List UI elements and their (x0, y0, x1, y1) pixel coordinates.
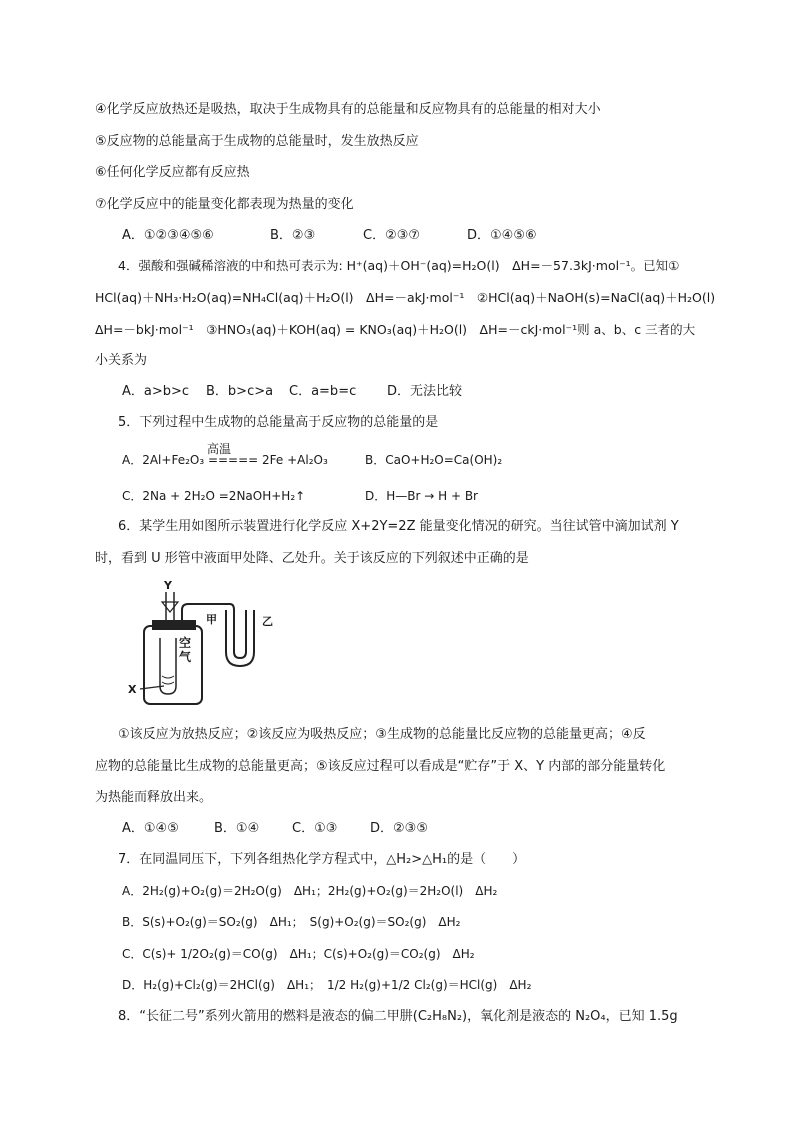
statement-5: ⑤反应物的总能量高于生成物的总能量时，发生放热反应 (95, 134, 419, 149)
q3-option-d: D．①④⑤⑥ (467, 228, 537, 243)
figure-label-x: X (128, 683, 137, 696)
q4-stem-line4: 小关系为 (95, 353, 148, 368)
q3-option-b: B．②③ (270, 228, 316, 243)
q6-option-b: B．①④ (214, 821, 260, 836)
q6-stem-line1: 6．某学生用如图所示装置进行化学反应 X+2Y=2Z 能量变化情况的研究。当往试管中滴加试剂 Y (118, 519, 679, 534)
q8-stem-line1: 8．“长征二号”系列火箭用的燃料是液态的偏二甲肼(C₂H₈N₂)，氧化剂是液态的 N₂O₄，已知 1.5g (118, 1009, 678, 1024)
q3-option-a: A．①②③④⑤⑥ (122, 228, 214, 243)
statement-6: ⑥任何化学反应都有反应热 (95, 165, 250, 180)
q4-option-c: C．a=b=c (289, 384, 357, 399)
figure-label-yi: 乙 (262, 615, 273, 628)
q4-stem-line3: ΔH=－bkJ·mol⁻¹ ③HNO₃(aq)＋KOH(aq) = KNO₃(aq)＋H₂O(l) ΔH=－ckJ·mol⁻¹则 a、b、c 三者的大 (95, 322, 696, 337)
q4-option-a: A．a>b>c (122, 384, 190, 399)
q7-option-b: B．S(s)+O₂(g)＝SO₂(g) ΔH₁； S(g)+O₂(g)＝SO₂(g) ΔH₂ (122, 915, 461, 929)
q6-stem-line2: 时，看到 U 形管中液面甲处降、乙处升。关于该反应的下列叙述中正确的是 (95, 551, 529, 566)
q5-option-a: A．2Al+Fe₂O₃ ===== 2Fe +Al₂O₃ (122, 453, 328, 467)
apparatus-figure (122, 579, 282, 712)
q4-option-d: D．无法比较 (387, 384, 463, 399)
q6-statements-line1: ①该反应为放热反应；②该反应为吸热反应；③生成物的总能量比反应物的总能量更高；④反 (118, 727, 646, 742)
q6-option-c: C．①③ (292, 821, 338, 836)
q7-option-d: D．H₂(g)+Cl₂(g)＝2HCl(g) ΔH₁； 1/2 H₂(g)+1/2 Cl₂(g)＝HCl(g) ΔH₂ (122, 978, 532, 992)
figure-label-jia: 甲 (206, 613, 217, 626)
q7-option-c: C．C(s)+ 1/2O₂(g)＝CO(g) ΔH₁；C(s)+O₂(g)＝CO₂(g) ΔH₂ (122, 947, 475, 961)
q5-condition-label: 高温 (207, 442, 232, 456)
q6-statements-line3: 为热能而释放出来。 (95, 790, 213, 805)
q6-option-d: D．②③⑤ (370, 821, 428, 836)
figure-label-air: 空气 (179, 636, 192, 664)
q7-option-a: A．2H₂(g)+O₂(g)＝2H₂O(g) ΔH₁；2H₂(g)+O₂(g)＝2H₂O(l) ΔH₂ (122, 884, 498, 898)
q5-stem: 5．下列过程中生成物的总能量高于反应物的总能量的是 (118, 415, 439, 430)
statement-7: ⑦化学反应中的能量变化都表现为热量的变化 (95, 197, 354, 212)
q5-option-c: C．2Na + 2H₂O =2NaOH+H₂↑ (122, 489, 306, 503)
statement-4: ④化学反应放热还是吸热，取决于生成物具有的总能量和反应物具有的总能量的相对大小 (95, 102, 601, 117)
apparatus-diagram (122, 582, 282, 712)
q4-option-b: B．b>c>a (206, 384, 274, 399)
q5-option-b: B．CaO+H₂O=Ca(OH)₂ (365, 453, 503, 467)
q6-statements-line2: 应物的总能量比生成物的总能量更高；⑤该反应过程可以看成是“贮存”于 X、Y 内部的部分能量转化 (95, 759, 666, 774)
q3-option-c: C．②③⑦ (363, 228, 421, 243)
q4-stem-line2: HCl(aq)＋NH₃·H₂O(aq)=NH₄Cl(aq)＋H₂O(l) ΔH=－akJ·mol⁻¹ ②HCl(aq)＋NaOH(s)=NaCl(aq)＋H₂O(l) (95, 290, 716, 305)
q5-option-d: D．H—Br → H + Br (365, 489, 478, 503)
q6-option-a: A．①④⑤ (122, 821, 179, 836)
q4-stem-line1: 4．强酸和强碱稀溶液的中和热可表示为: H⁺(aq)＋OH⁻(aq)=H₂O(l) ΔH=－57.3kJ·mol⁻¹。已知① (118, 258, 680, 273)
figure-label-y: Y (164, 579, 172, 592)
q7-stem: 7．在同温同压下，下列各组热化学方程式中，△H₂>△H₁的是（ ） (118, 852, 526, 867)
